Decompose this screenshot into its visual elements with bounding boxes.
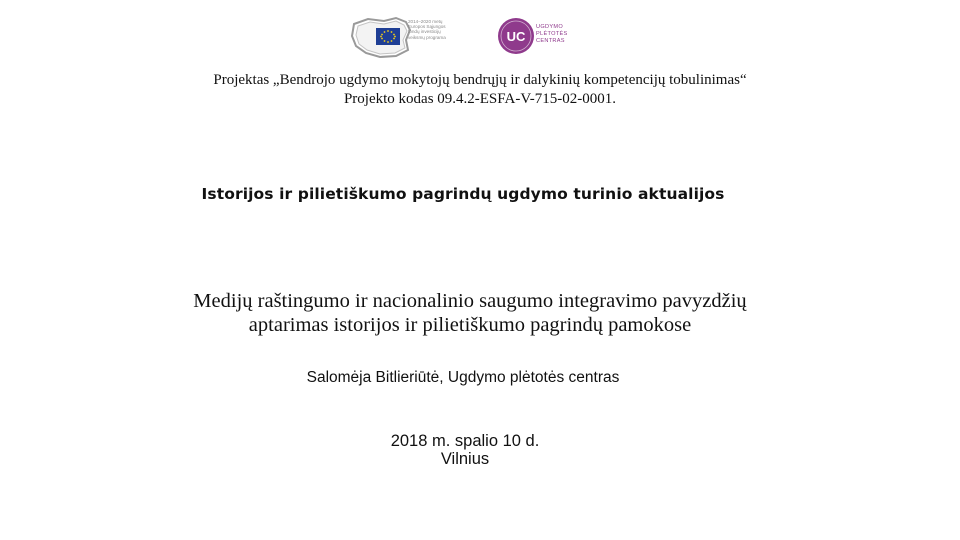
presentation-heading: Istorijos ir pilietiškumo pagrindų ugdymo turinio aktualijos [201, 185, 725, 203]
author-line: Salomėja Bitlieriūtė, Ugdymo plėtotės centras [306, 369, 620, 386]
eu-caption-line: fondų investicijų [408, 29, 441, 35]
eu-caption-line: Europos Sąjungos [408, 24, 446, 30]
upc-caption-line: CENTRAS [536, 38, 565, 44]
upc-caption [536, 24, 568, 45]
subtitle-line: aptarimas istorijos ir pilietiškumo pagrindų pamokose [248, 314, 692, 336]
upc-logo [496, 16, 536, 56]
upc-monogram: UC [506, 29, 526, 44]
presentation-date: 2018 m. spalio 10 d. [390, 432, 540, 450]
presentation-subtitle [0, 289, 940, 337]
upc-caption-line: PLĖTOTĖS [536, 31, 568, 37]
eu-caption-line: 2014–2020 metų [408, 19, 443, 24]
project-title: Projektas „Bendrojo ugdymo mokytojų bendrųjų ir dalykinių kompetencijų tobulinimas“ [213, 72, 747, 88]
date-place [0, 432, 930, 468]
eu-funds-caption [408, 19, 468, 40]
upc-caption-line: UGDYMO [536, 24, 563, 30]
project-code: Projekto kodas 09.4.2-ESFA-V-715-02-0001. [343, 91, 617, 107]
subtitle-line: Medijų raštingumo ir nacionalinio saugumo integravimo pavyzdžių [193, 290, 747, 312]
eu-caption-line: veiksmų programa [408, 34, 446, 40]
project-info [0, 71, 960, 109]
presentation-place: Vilnius [440, 450, 490, 468]
logo-bar [0, 14, 960, 60]
